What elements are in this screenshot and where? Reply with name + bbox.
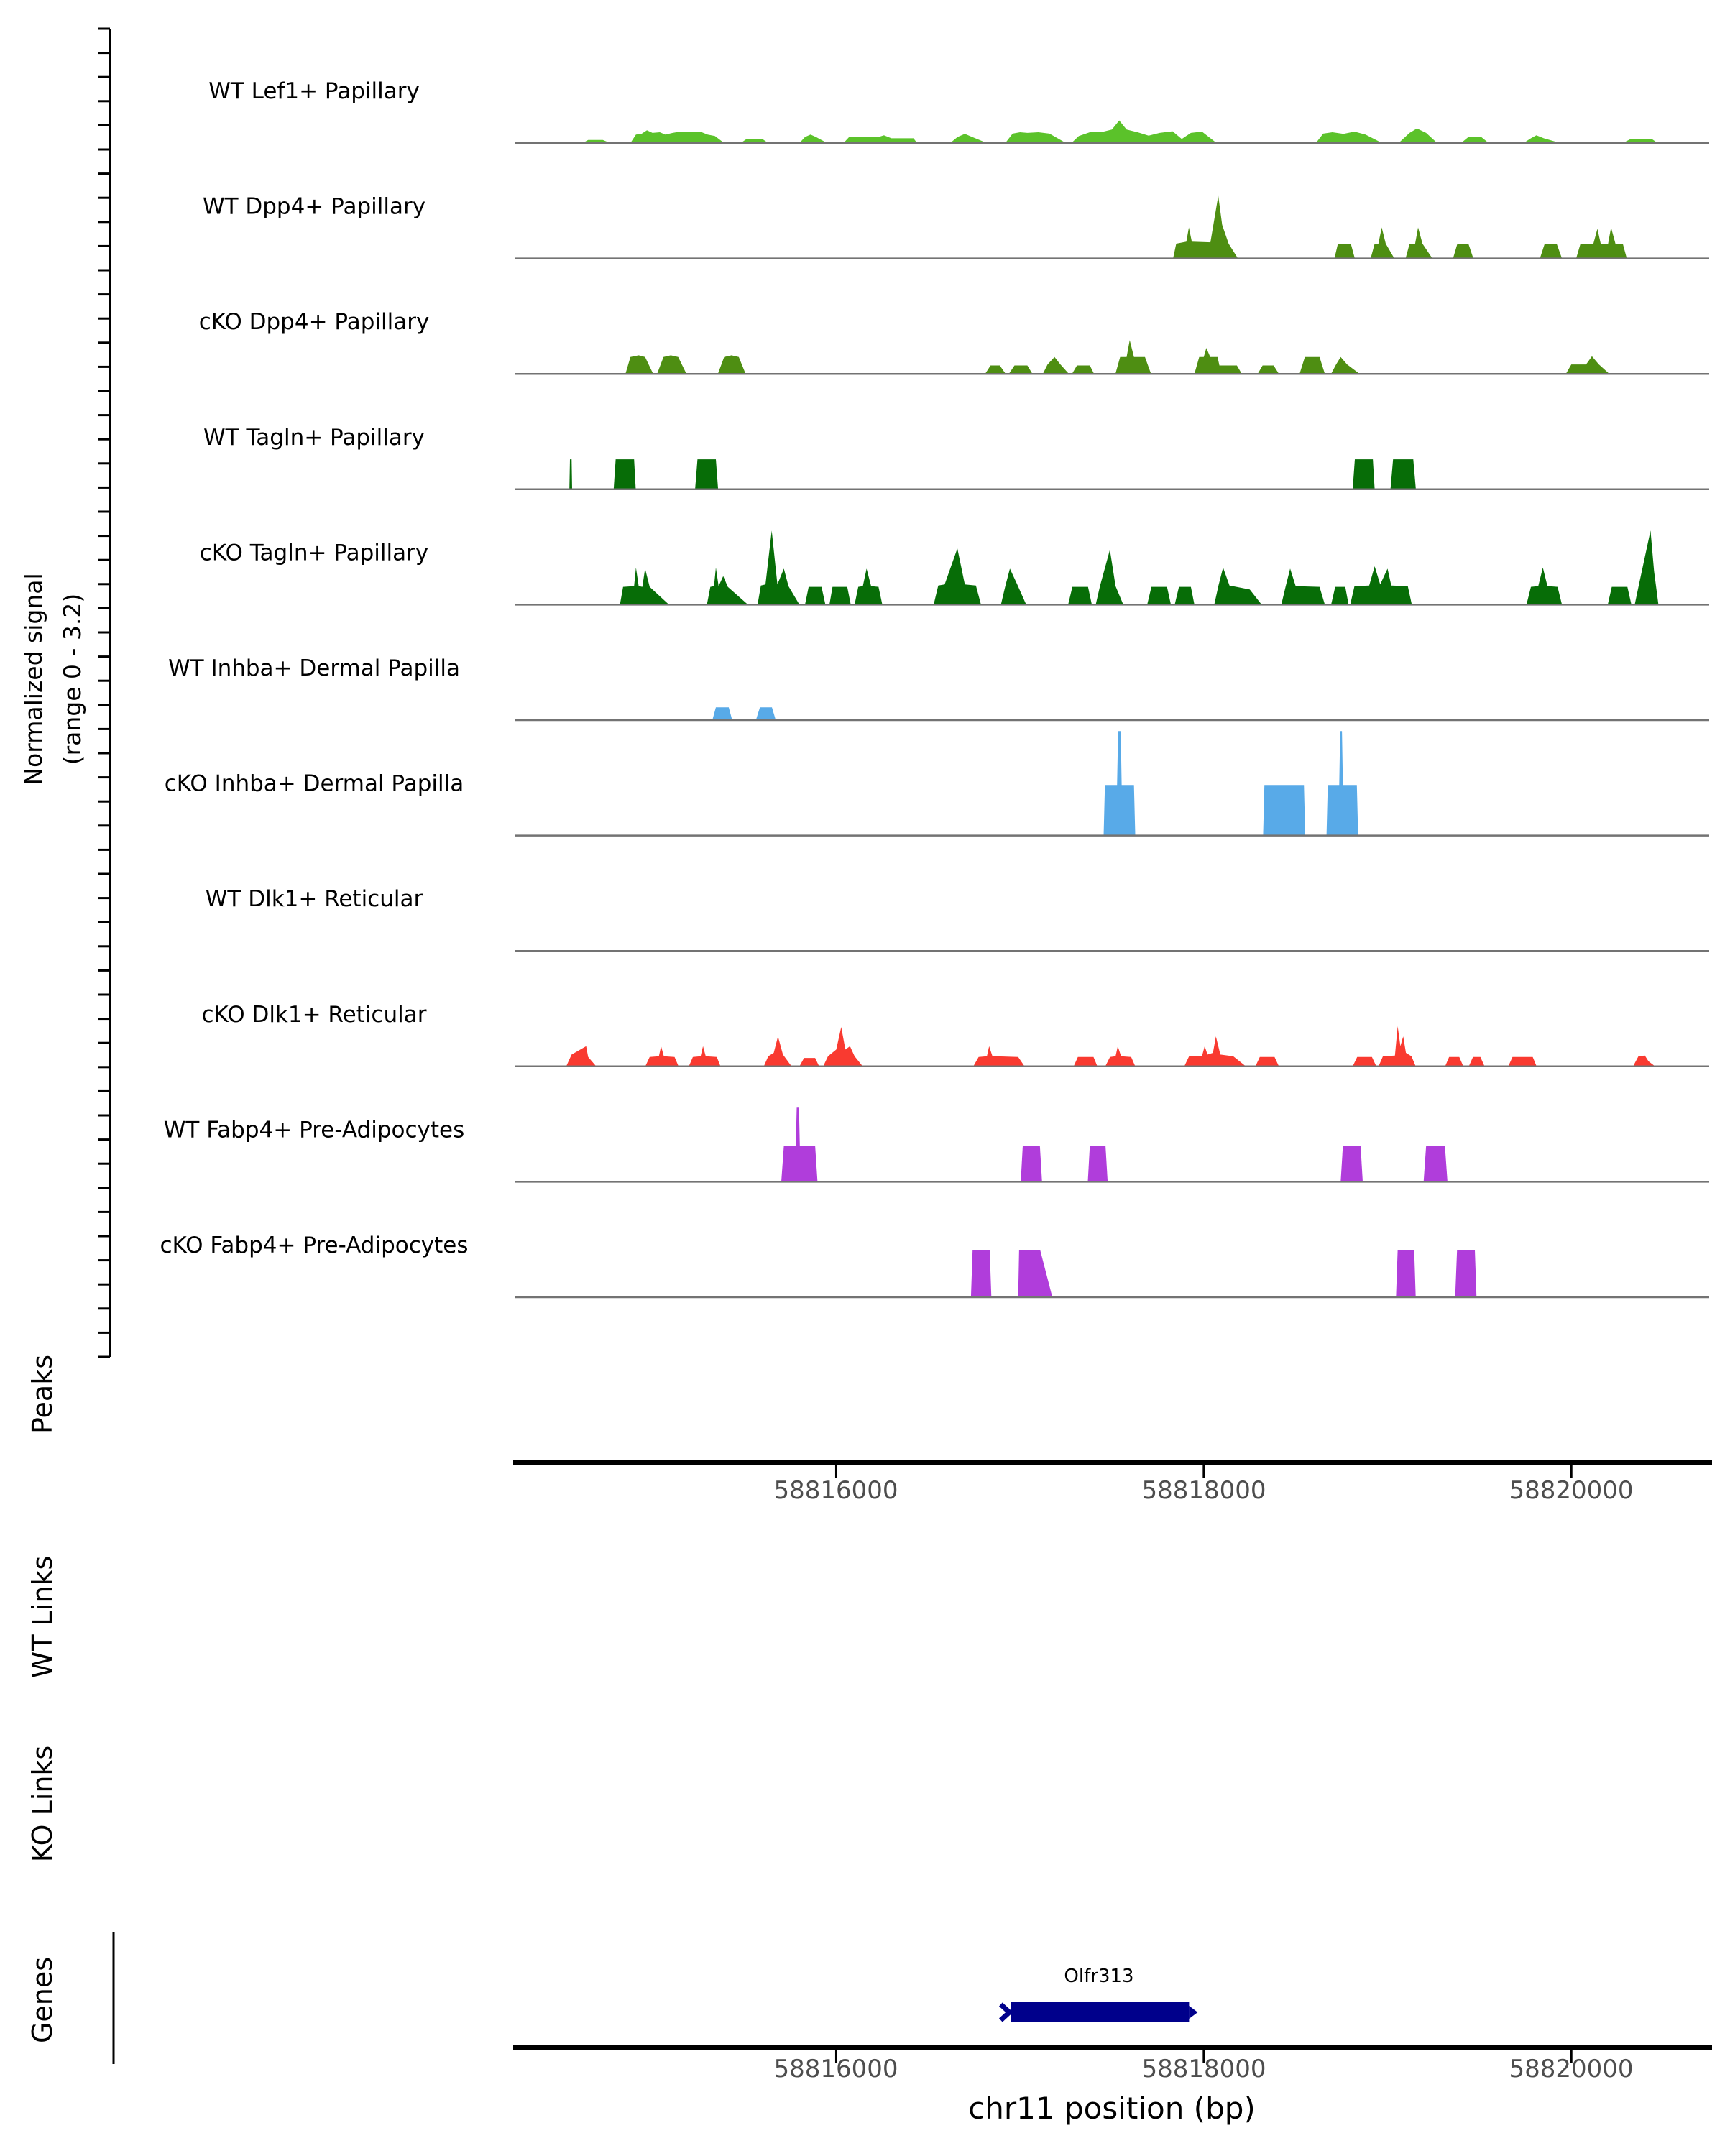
coverage-peak — [1074, 1057, 1098, 1067]
coverage-peak — [1461, 137, 1489, 143]
coverage-peak — [1088, 1146, 1108, 1181]
coverage-peak — [1258, 366, 1279, 374]
coverage-peak — [1406, 228, 1432, 259]
coverage-peak — [1371, 228, 1394, 259]
coverage-peak — [1316, 132, 1382, 143]
signal-tracks — [160, 78, 1709, 1297]
coverage-peak — [625, 355, 653, 374]
coverage-peak — [844, 135, 917, 143]
coverage-peak — [1105, 1046, 1136, 1067]
track-label: cKO Fabp4+ Pre-Adipocytes — [160, 1233, 469, 1258]
section-label-wt-links: WT Links — [27, 1555, 58, 1679]
coverage-peak — [1634, 530, 1658, 604]
coverage-peak — [1379, 1026, 1416, 1067]
coverage-peak — [758, 530, 799, 604]
coverage-peak — [1353, 459, 1375, 489]
signal-track — [199, 309, 1709, 374]
signal-track — [164, 1107, 1709, 1181]
coverage-peak — [1147, 587, 1171, 605]
signal-track — [165, 731, 1709, 835]
coverage-peak — [1576, 228, 1627, 259]
coverage-peak — [1001, 568, 1026, 604]
coverage-peak — [1173, 195, 1238, 258]
coverage-peak — [1256, 1057, 1279, 1067]
coverage-peak — [569, 459, 572, 489]
coverage-peak — [645, 1046, 678, 1067]
coverage-peak — [1469, 1057, 1485, 1067]
coverage-peak — [1424, 1146, 1448, 1181]
signal-track — [160, 1233, 1709, 1297]
coverage-peak — [805, 587, 825, 605]
coverage-peak — [1072, 121, 1217, 143]
signal-track — [203, 425, 1709, 489]
track-label: WT Fabp4+ Pre-Adipocytes — [163, 1117, 465, 1143]
track-label: cKO Tagln+ Papillary — [199, 540, 429, 566]
coverage-peak — [1263, 785, 1305, 835]
peaks-axis-tick-label: 58816000 — [773, 1476, 898, 1505]
coverage-peak — [1396, 1250, 1415, 1297]
coverage-peak — [1116, 340, 1151, 374]
x-axis-tick-label: 58816000 — [773, 2055, 898, 2083]
track-label: WT Lef1+ Papillary — [208, 78, 420, 104]
coverage-peak — [1331, 587, 1348, 605]
track-label: WT Dpp4+ Papillary — [202, 193, 426, 220]
coverage-peak — [971, 1250, 991, 1297]
gene-name-label: Olfr313 — [1064, 1966, 1134, 1987]
signal-track — [208, 78, 1709, 143]
coverage-peak — [799, 1058, 819, 1067]
coverage-peak — [799, 134, 827, 143]
coverage-peak — [1453, 244, 1473, 259]
x-axis-tick-label: 58818000 — [1141, 2055, 1266, 2083]
coverage-peak — [712, 707, 732, 720]
coverage-peak — [985, 366, 1006, 374]
coverage-peak — [1006, 132, 1066, 143]
coverage-peak — [1174, 587, 1194, 605]
coverage-peak — [1445, 1057, 1463, 1067]
coverage-peak — [1399, 129, 1438, 143]
signal-track — [202, 1002, 1709, 1067]
coverage-peak — [1524, 135, 1560, 143]
signal-track — [168, 655, 1709, 720]
coverage-peak — [1608, 587, 1632, 605]
signal-y-axis — [98, 29, 110, 1357]
y-axis-label-line1: Normalized signal — [19, 573, 47, 786]
section-label-peaks: Peaks — [27, 1354, 58, 1434]
track-label: cKO Dpp4+ Papillary — [198, 309, 430, 336]
x-axis-title: chr11 position (bp) — [968, 2091, 1256, 2126]
signal-track — [206, 886, 1709, 951]
coverage-peak — [1018, 1250, 1053, 1297]
section-label-ko-links: KO Links — [27, 1745, 58, 1863]
coverage-peak — [1104, 731, 1136, 835]
coverage-peak — [1300, 357, 1325, 374]
coverage-peak — [1391, 459, 1416, 489]
coverage-peak — [950, 134, 987, 143]
coverage-peak — [781, 1107, 817, 1181]
coverage-peak — [707, 568, 748, 605]
coverage-peak — [1068, 587, 1092, 605]
coverage-peak — [695, 459, 718, 489]
coverage-peak — [1282, 568, 1325, 604]
coverage-peak — [1335, 244, 1355, 259]
coverage-peak — [764, 1036, 792, 1067]
coverage-peak — [756, 707, 776, 720]
coverage-peak — [689, 1046, 720, 1067]
coverage-peak — [1184, 1036, 1246, 1067]
section-label-genes: Genes — [27, 1956, 58, 2044]
coverage-peak — [620, 568, 669, 605]
gene-body — [1000, 2002, 1197, 2022]
coverage-peak — [1096, 550, 1123, 604]
coverage-peak — [1327, 731, 1358, 835]
coverage-peak — [718, 355, 746, 374]
y-axis-label-line2: (range 0 - 3.2) — [58, 593, 86, 765]
coverage-peak — [934, 548, 981, 604]
gene-exon-bar — [1011, 2002, 1189, 2022]
coverage-peak — [855, 568, 883, 604]
coverage-peak — [1527, 568, 1562, 605]
signal-track — [203, 194, 1709, 259]
coverage-peak — [1331, 357, 1360, 374]
coverage-peak — [1214, 568, 1261, 605]
x-axis-tick-label: 58820000 — [1509, 2055, 1634, 2083]
peaks-axis-tick-label: 58818000 — [1141, 1476, 1266, 1505]
gene-strand-arrow-icon — [1000, 2004, 1009, 2020]
coverage-peak — [973, 1046, 1024, 1067]
coverage-peak — [1540, 244, 1563, 259]
track-label: cKO Inhba+ Dermal Papilla — [164, 770, 464, 797]
coverage-peak — [1353, 1057, 1376, 1067]
coverage-peak — [1043, 357, 1069, 374]
peaks-axis-tick-label: 58820000 — [1509, 1476, 1634, 1505]
signal-track — [200, 530, 1709, 604]
coverage-peak — [829, 587, 851, 605]
coverage-peak — [614, 459, 636, 489]
coverage-peak — [1009, 366, 1033, 374]
coverage-peak — [657, 355, 686, 374]
coverage-peak — [1509, 1057, 1537, 1067]
coverage-peak — [1195, 348, 1242, 374]
coverage-peak — [1072, 366, 1095, 374]
coverage-peak — [1021, 1146, 1042, 1181]
coverage-peak — [1340, 1146, 1363, 1181]
track-label: WT Dlk1+ Reticular — [205, 886, 423, 913]
coverage-peak — [566, 1046, 597, 1067]
coverage-peak — [1351, 566, 1412, 604]
track-label: WT Inhba+ Dermal Papilla — [168, 655, 460, 681]
coverage-peak — [1455, 1250, 1477, 1297]
gene-arrow-tip-icon — [1189, 2006, 1197, 2019]
coverage-peak — [823, 1027, 862, 1067]
coverage-peak — [630, 130, 724, 143]
track-label: cKO Dlk1+ Reticular — [201, 1001, 427, 1028]
track-label: WT Tagln+ Papillary — [203, 424, 425, 451]
coverage-peak — [1633, 1056, 1655, 1067]
coverage-peak — [1566, 356, 1610, 374]
